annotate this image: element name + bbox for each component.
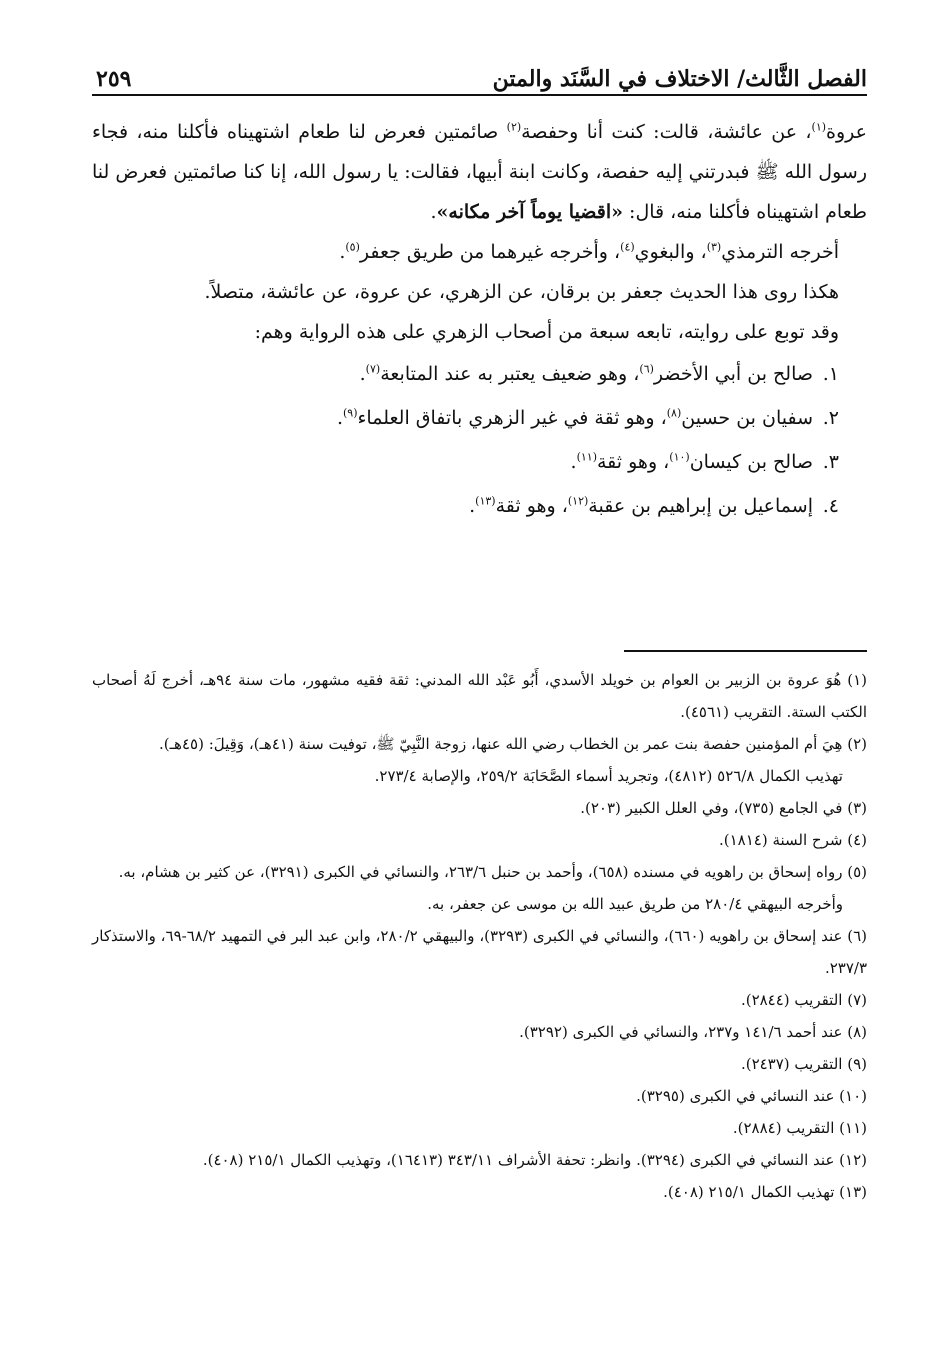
footnote-ref: (١١): [576, 450, 597, 464]
footnote: وأخرجه البيهقي ٢٨٠/٤ من طريق عبيد الله بن موسى عن جعفر، به.: [427, 895, 843, 913]
footnote-ref: (٧): [365, 362, 381, 376]
footnote: (٨) عند أحمد ١٤١/٦ و٢٣٧، والنسائي في الكبرى (٣٢٩٢).: [519, 1023, 867, 1041]
footnote: (٣) في الجامع (٧٣٥)، وفي العلل الكبير (٢٠٣).: [580, 799, 867, 817]
footnote-ref: (٢): [506, 120, 522, 134]
page-number: ٢٥٩: [96, 66, 132, 92]
footnote-ref: (١٣): [475, 494, 496, 508]
footnote-ref: (٩): [342, 406, 358, 420]
paragraph-takhrij: أخرجه الترمذي$^{(٣)}$، والبغوي$^{(٤)}$، وأخرجه غيرهما من طريق جعفر$^{(٥)}$.: [339, 240, 839, 263]
footnote-ref: (٤): [620, 240, 635, 254]
footnote-ref: (٨): [666, 406, 682, 420]
list-item: ٢.سفيان بن حسين$^{(٨)}$، وهو ثقة في غير الزهري باتفاق العلماء$^{(٩)}$.: [336, 406, 839, 429]
list-item: ١.صالح بن أبي الأخضر$^{(٦)}$، وهو ضعيف يعتبر به عند المتابعة$^{(٧)}$.: [359, 362, 839, 385]
hadith-quote: «اقضيا يوماً آخر مكانه»: [436, 201, 624, 223]
footnote-ref: (٦): [639, 362, 654, 376]
paragraph-narration: هكذا روى هذا الحديث جعفر بن برقان، عن الزهري، عن عروة، عن عائشة، متصلاً.: [204, 281, 839, 303]
list-item: ٤.إسماعيل بن إبراهيم بن عقبة$^{(١٢)}$، وهو ثقة$^{(١٣)}$.: [469, 494, 839, 517]
footnote-ref: (١): [811, 120, 827, 134]
footnote-separator: [624, 650, 867, 652]
footnote: (١١) التقريب (٢٨٨٤).: [732, 1119, 867, 1137]
footnote: (٧) التقريب (٢٨٤٤).: [740, 991, 867, 1009]
footnote: (٥) رواه إسحاق بن راهويه في مسنده (٦٥٨)، وأحمد بن حنبل ٢٦٣/٦، والنسائي في الكبرى (٣٢٩١)، عن كثير بن هشام، به.: [118, 863, 867, 881]
list-item: ٣.صالح بن كيسان$^{(١٠)}$، وهو ثقة$^{(١١)}$.: [570, 450, 839, 473]
footnote: (٦) عند إسحاق بن راهويه (٦٦٠)، والنسائي في الكبرى (٣٢٩٣)، والبيهقي ٢٨٠/٢، وابن عبد البر في التمهيد ٦٨/٢-٦٩، والاستذكار ٢٣٧/٣.: [92, 927, 867, 977]
followers-list: [92, 352, 867, 528]
footnote: (٢) هِيَ أم المؤمنين حفصة بنت عمر بن الخطاب رضي الله عنها، زوجة النَّبِيّ ﷺ، توفيت سنة (٤١هـ)، وَقِيلَ: (٤٥هـ).: [159, 735, 867, 753]
footnote: (٩) التقريب (٢٤٣٧).: [740, 1055, 867, 1073]
footnote: (١٣) تهذيب الكمال ٢١٥/١ (٤٠٨).: [663, 1183, 867, 1201]
footnote-ref: (٣): [706, 240, 722, 254]
footnote-ref: (١٠): [669, 450, 690, 464]
header-rule: [92, 94, 867, 96]
footnote: (١٢) عند النسائي في الكبرى (٣٢٩٤). وانظر: تحفة الأشراف ٣٤٣/١١ (١٦٤١٣)، وتهذيب الكمال ٢١٥/١ (٤٠٨).: [202, 1151, 867, 1169]
footnote-ref: (١٢): [567, 494, 589, 508]
main-text: [92, 112, 867, 528]
footnote: تهذيب الكمال ٥٢٦/٨ (٤٨١٢)، وتجريد أسماء الصَّحَابَة ٢٥٩/٢، والإصابة ٢٧٣/٤.: [374, 767, 843, 785]
footnote: (٤) شرح السنة (١٨١٤).: [718, 831, 867, 849]
footnote: (١٠) عند النسائي في الكبرى (٣٢٩٥).: [636, 1087, 867, 1105]
running-title: الفصل الثَّالث/ الاختلاف في السَّنَد والمتن: [492, 66, 867, 92]
paragraph-followers: وقد توبع على روايته، تابعه سبعة من أصحاب الزهري على هذه الرواية وهم:: [254, 321, 839, 343]
paragraph-hadith: عروة$^{(١)}$، عن عائشة، قالت: كنت أنا وحفصة$^{(٢)}$ صائمتين فعرض لنا طعام اشتهيناه فأكلنا منه، فجاء رسول الله ﷺ فبدرتني إليه حفصة، وكانت ابنة أبيها، فقالت: يا رسول الله، إنا كنا صائمتين فعرض لنا طعام اشتهيناه فأكلنا منه، قال: «اقضيا يوماً آخر مكانه».: [92, 120, 867, 223]
footnote: (١) هُوَ عروة بن الزبير بن العوام بن خويلد الأسدي، أَبُو عَبْد الله المدني: ثقة فقيه مشهور، مات سنة ٩٤هـ، أخرج لَهُ أصحاب الكتب الستة. التقريب (٤٥٦١).: [92, 671, 867, 721]
footnotes: [92, 664, 867, 1208]
footnote-ref: (٥): [345, 240, 360, 254]
